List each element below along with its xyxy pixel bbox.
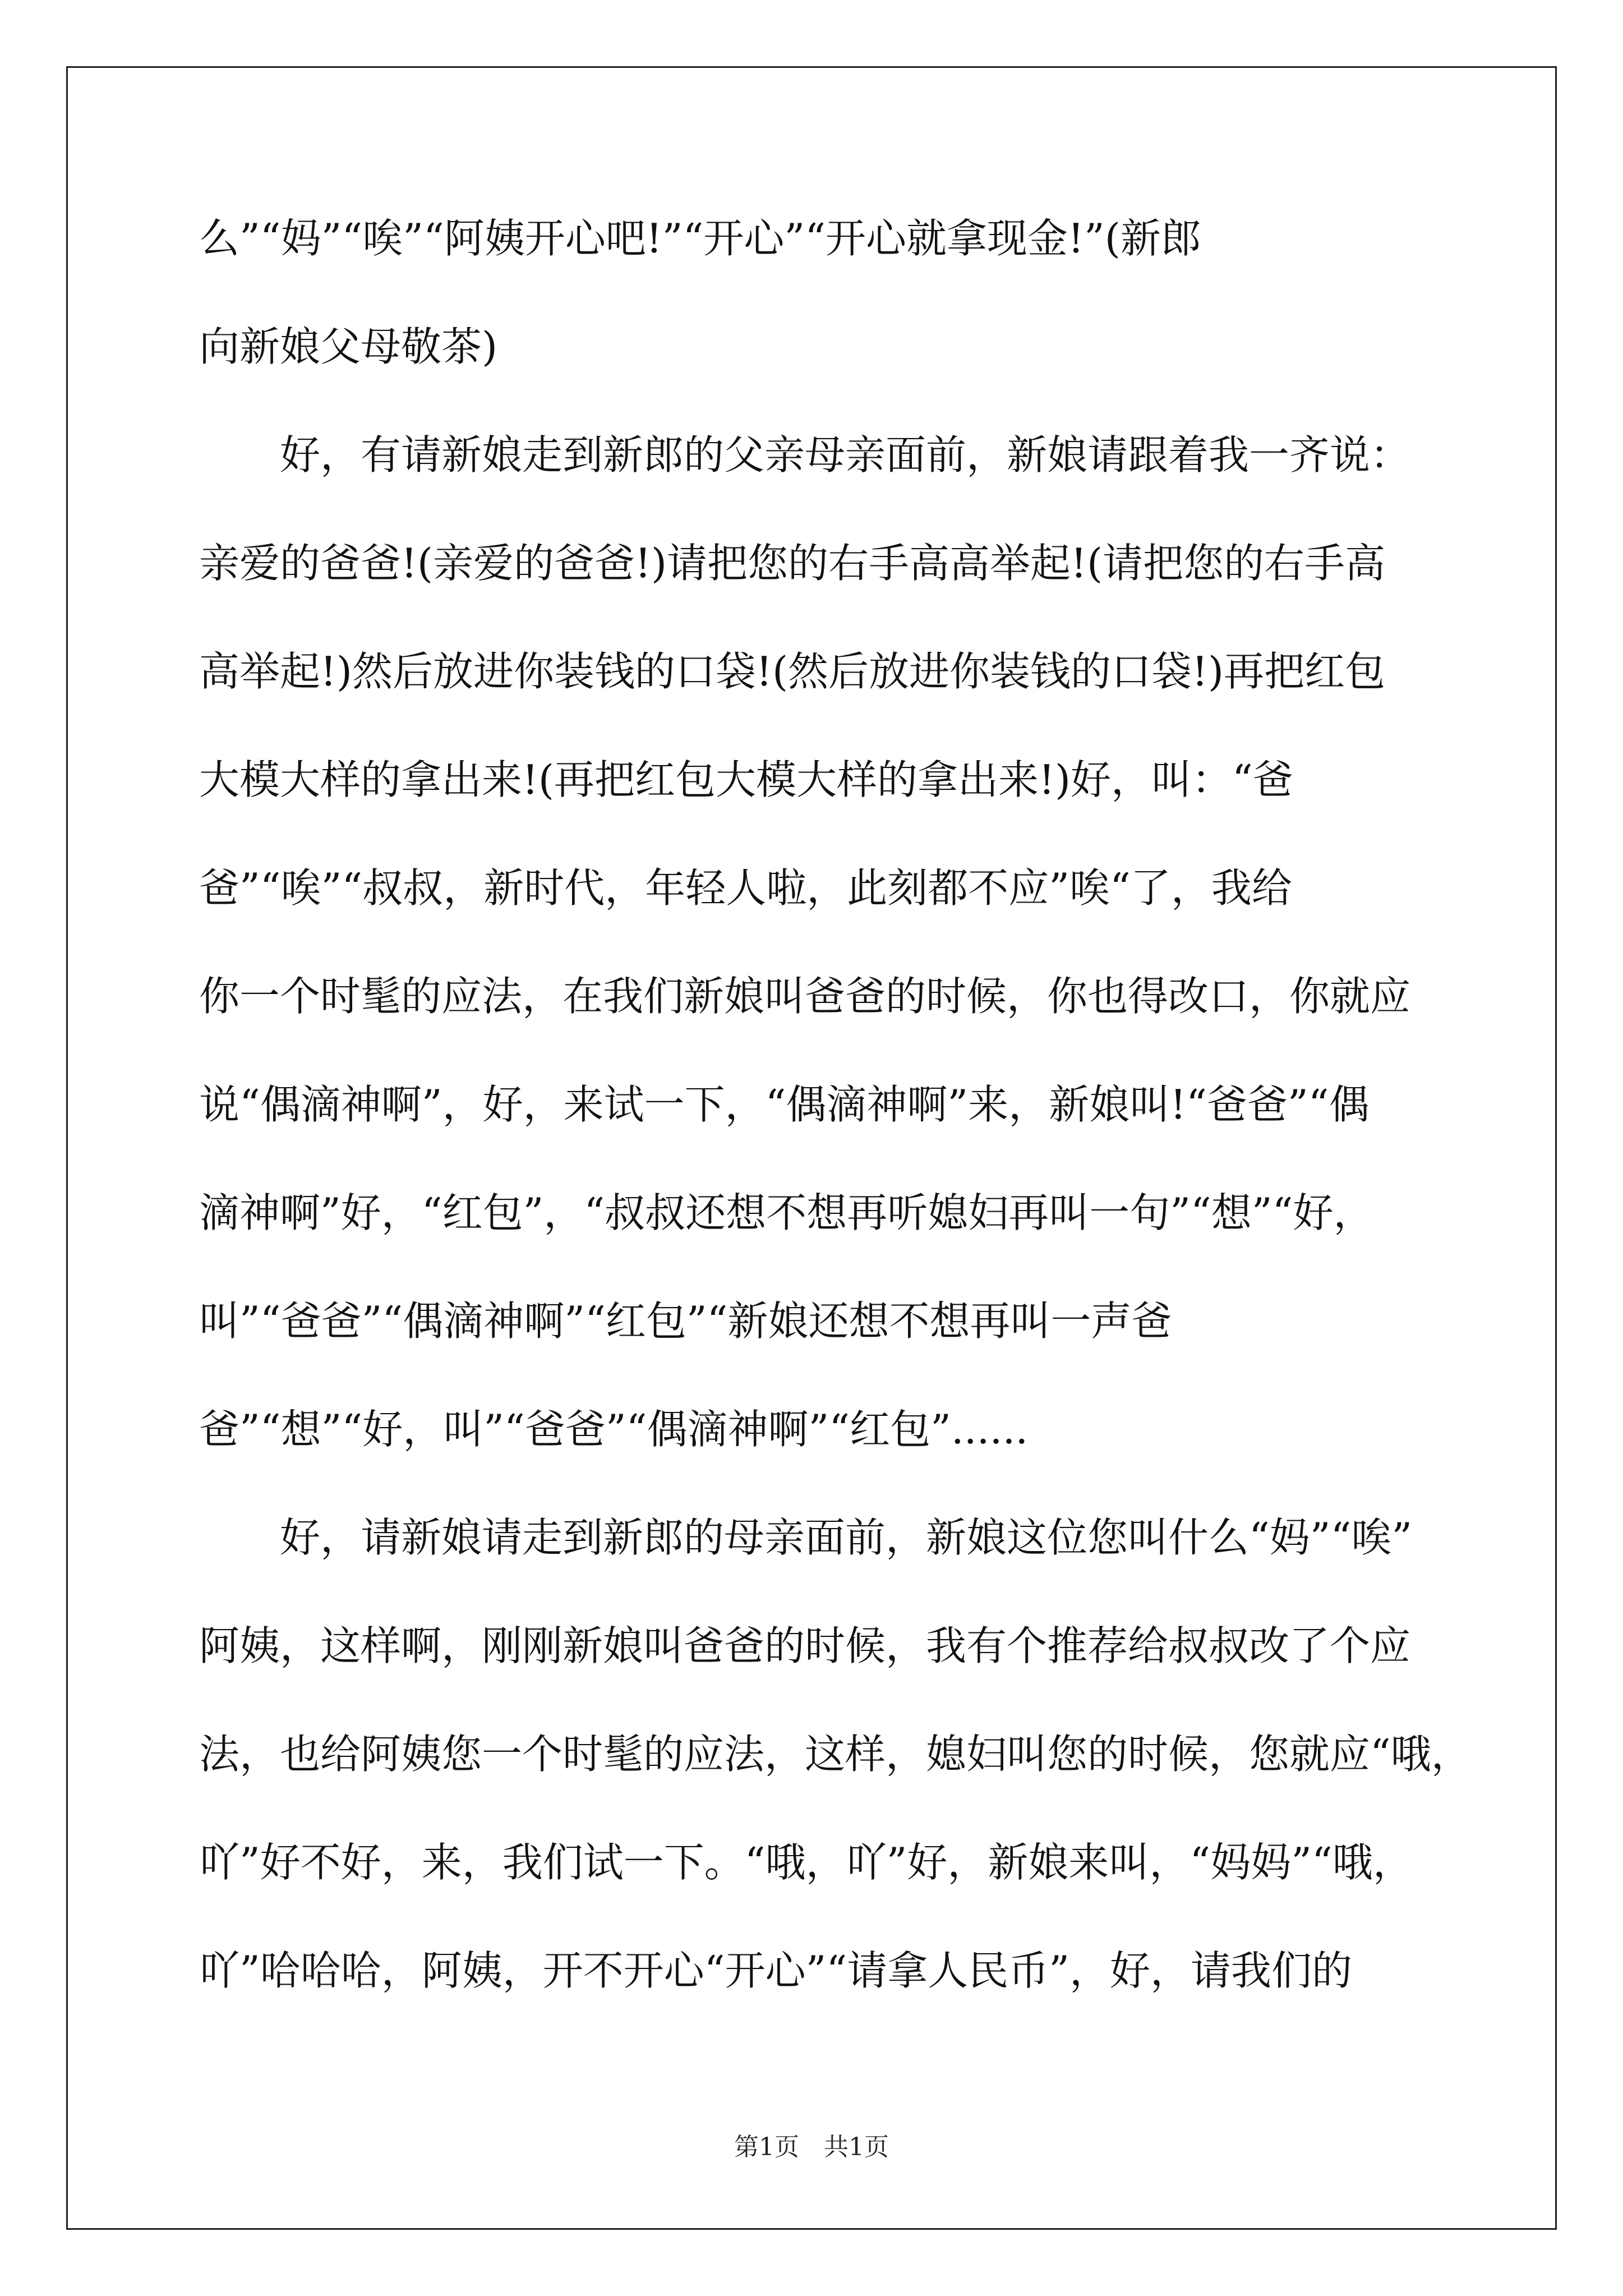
text-line — [199, 1832, 1433, 1940]
text-line — [199, 965, 1433, 1074]
text-line — [199, 1723, 1472, 1832]
paragraph-first-line — [199, 1507, 1433, 1615]
text-line-content: 说“偶滴神啊”，好，来试一下，“偶滴神啊”来，新娘叫!“爸爸”“偶 — [199, 1081, 1370, 1128]
text-line-content: 你一个时髦的应法，在我们新娘叫爸爸的时候，你也得改口，你就应 — [199, 973, 1411, 1020]
text-line-content: 法，也给阿姨您一个时髦的应法，这样，媳妇叫您的时候，您就应“哦， — [199, 1731, 1472, 1778]
text-line — [199, 1182, 1433, 1290]
text-line-content: 吖”好不好，来，我们试一下。“哦，吖”好，新娘来叫，“妈妈”“哦， — [199, 1839, 1413, 1886]
text-line — [199, 749, 1433, 857]
text-line — [199, 316, 1433, 424]
page-footer — [0, 2131, 1623, 2164]
page-number-label: 第1页 共1页 — [734, 2133, 889, 2161]
text-line — [199, 208, 1433, 316]
text-line-content: 吖”哈哈哈，阿姨，开不开心“开心”“请拿人民币”，好，请我们的 — [199, 1947, 1353, 1994]
text-line — [199, 532, 1433, 641]
text-line-content: 阿姨，这样啊，刚刚新娘叫爸爸的时候，我有个推荐给叔叔改了个应 — [199, 1622, 1411, 1669]
text-line-content: 好，请新娘请走到新郎的母亲面前，新娘这位您叫什么“妈”“唉” — [199, 1514, 1413, 1561]
text-line-content: 大模大样的拿出来!(再把红包大模大样的拿出来!)好，叫：“爸 — [199, 756, 1293, 803]
text-line-content: 爸”“想”“好，叫”“爸爸”“偶滴神啊”“红包”...... — [199, 1406, 1029, 1453]
text-line-content: 爸”“唉”“叔叔，新时代，年轻人啦，此刻都不应”唉“了，我给 — [199, 864, 1292, 912]
text-line-content: 向新娘父母敬茶) — [199, 323, 498, 370]
text-line-content: 好，有请新娘走到新郎的父亲母亲面前，新娘请跟着我一齐说： — [199, 431, 1411, 478]
text-line-content: 叫”“爸爸”“偶滴神啊”“红包”“新娘还想不想再叫一声爸 — [199, 1297, 1172, 1345]
text-line — [199, 641, 1433, 749]
text-line — [199, 1290, 1433, 1398]
text-line-content: 亲爱的爸爸!(亲爱的爸爸!)请把您的右手高高举起!(请把您的右手高 — [199, 540, 1386, 587]
document-body — [199, 208, 1472, 2048]
paragraph-first-line — [199, 424, 1433, 532]
text-line-content: 高举起!)然后放进你装钱的口袋!(然后放进你装钱的口袋!)再把红包 — [199, 648, 1386, 695]
text-line — [199, 1615, 1433, 1723]
text-line — [199, 857, 1433, 965]
text-line-content: 么”“妈”“唉”“阿姨开心吧!”“开心”“开心就拿现金!”(新郎 — [199, 215, 1201, 262]
text-line-content: 滴神啊”好，“红包”，“叔叔还想不想再听媳妇再叫一句”“想”“好， — [199, 1189, 1374, 1236]
text-line — [199, 1398, 1433, 1507]
text-line — [199, 1074, 1433, 1182]
text-line — [199, 1940, 1433, 2048]
